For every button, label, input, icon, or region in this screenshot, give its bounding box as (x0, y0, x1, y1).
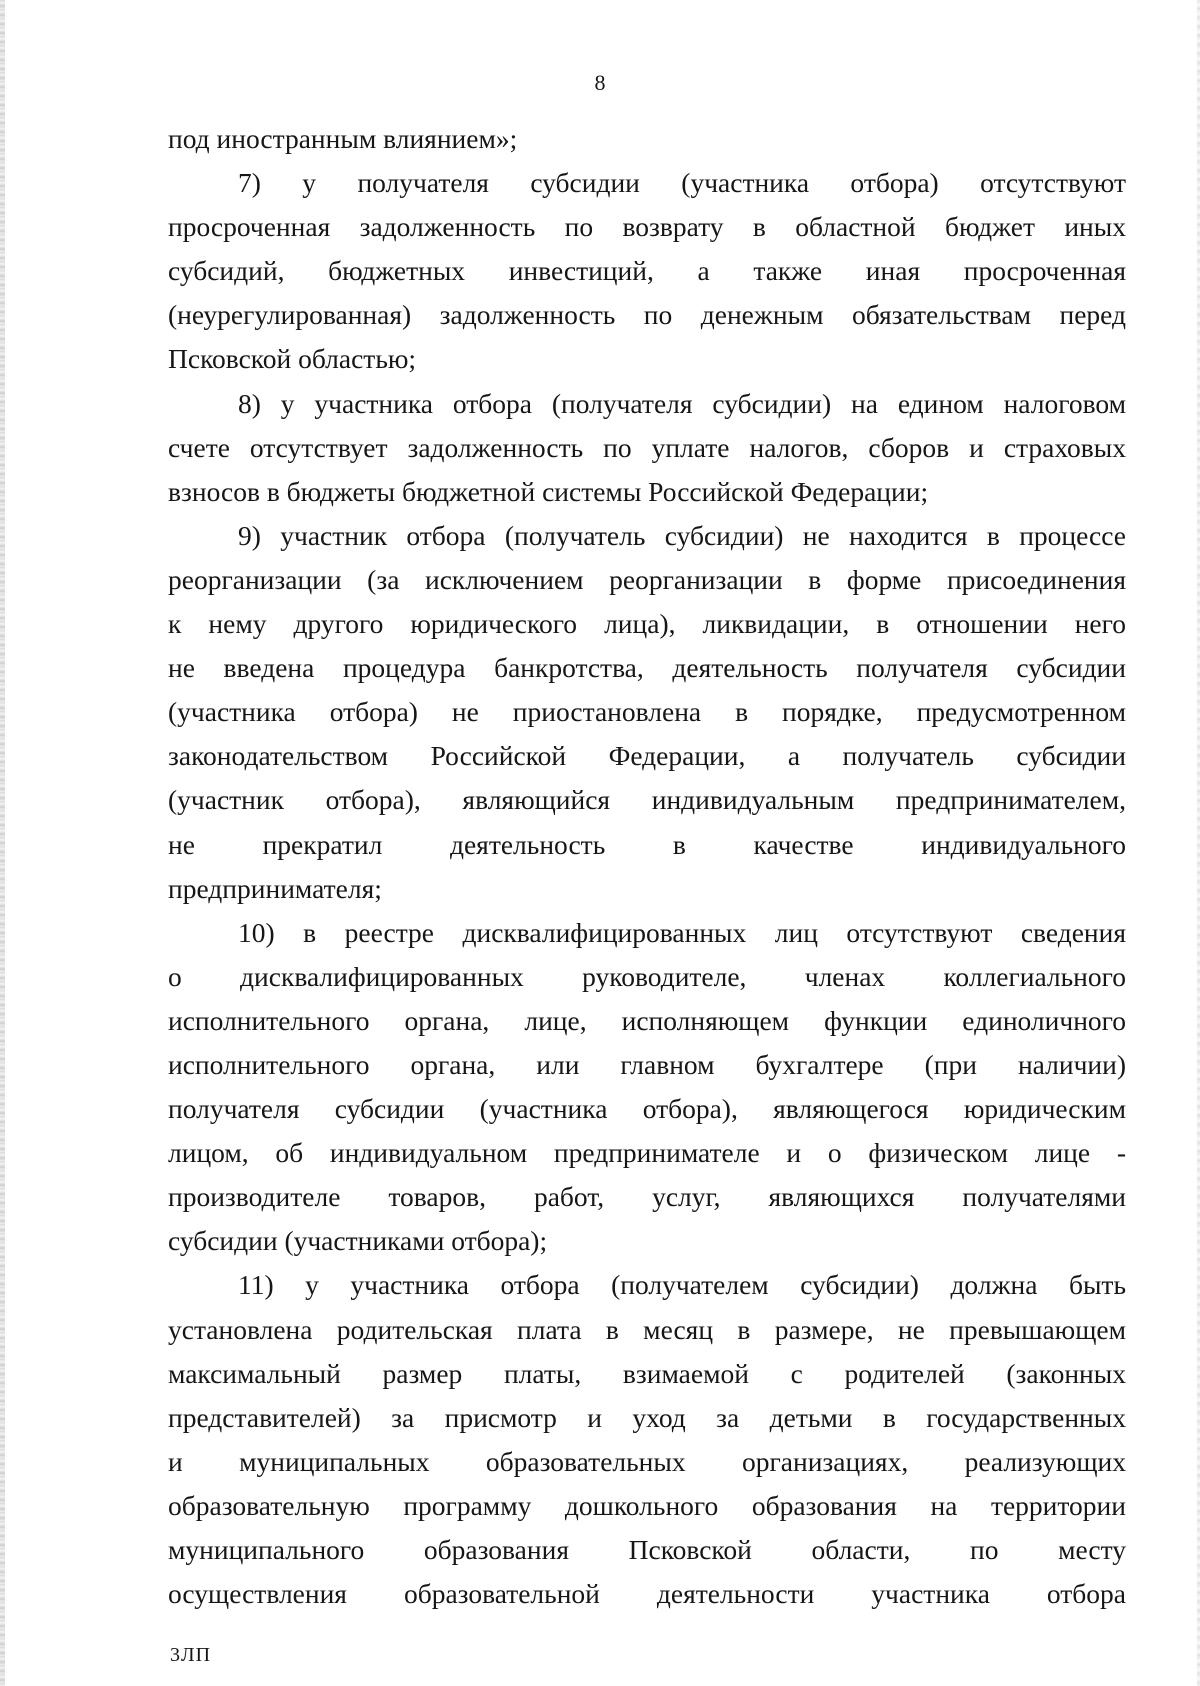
text-line: установлена родительская плата в месяц в размере, не превышающем (168, 1313, 1126, 1345)
document-body (168, 117, 1126, 1616)
text-line: 10) в реестре дисквалифицированных лиц отсутствуют сведения (238, 916, 1126, 948)
text-line: взносов в бюджеты бюджетной системы Российской Федерации; (168, 475, 929, 507)
text-line: и муниципальных образовательных организациях, реализующих (168, 1445, 1126, 1477)
text-line: просроченная задолженность по возврату в областной бюджет иных (168, 211, 1126, 243)
text-line: счете отсутствует задолженность по уплате налогов, сборов и страховых (168, 431, 1126, 463)
text-line: о дисквалифицированных руководителе, членах коллегиального (168, 960, 1126, 992)
text-line: предпринимателя; (168, 872, 382, 904)
text-line: исполнительного органа, лице, исполняющем функции единоличного (168, 1004, 1126, 1036)
text-line: под иностранным влиянием»; (168, 123, 518, 154)
text-line: 9) участник отбора (получатель субсидии) не находится в процессе (238, 519, 1126, 551)
text-line: 8) у участника отбора (получателя субсидии) на едином налоговом (238, 387, 1126, 419)
text-line: лицом, об индивидуальном предпринимателе и о физическом лице - (168, 1137, 1126, 1169)
text-line: (участника отбора) не приостановлена в порядке, предусмотренном (168, 696, 1126, 728)
text-line: образовательную программу дошкольного образования на территории (168, 1489, 1126, 1521)
text-line: реорганизации (за исключением реорганизации в форме присоединения (168, 563, 1126, 595)
text-line: к нему другого юридического лица), ликвидации, в отношении него (168, 608, 1126, 640)
text-line: производителе товаров, работ, услуг, являющихся получателями (168, 1181, 1126, 1213)
text-line: (участник отбора), являющийся индивидуальным предпринимателем, (168, 784, 1126, 816)
text-line: получателя субсидии (участника отбора), являющегося юридическим (168, 1093, 1126, 1125)
text-line: субсидий, бюджетных инвестиций, а также иная просроченная (168, 255, 1126, 287)
text-line: не прекратил деятельность в качестве индивидуального (168, 828, 1126, 860)
text-line: максимальный размер платы, взимаемой с родителей (законных (168, 1357, 1126, 1389)
text-line: законодательством Российской Федерации, а получатель субсидии (168, 740, 1126, 772)
text-line: осуществления образовательной деятельности участника отбора (168, 1578, 1126, 1610)
footer-code: 3ЛП (170, 1644, 212, 1666)
text-line: представителей) за присмотр и уход за детьми в государственных (168, 1401, 1126, 1433)
text-line: муниципального образования Псковской области, по месту (168, 1534, 1126, 1565)
text-line: Псковской областью; (168, 343, 417, 375)
text-line: 7) у получателя субсидии (участника отбора) отсутствуют (238, 167, 1126, 199)
text-line: 11) у участника отбора (получателем субсидии) должна быть (238, 1269, 1126, 1301)
text-line: субсидии (участниками отбора); (168, 1225, 548, 1257)
text-line: не введена процедура банкротства, деятельность получателя субсидии (168, 652, 1126, 684)
scan-edge-left (0, 0, 5, 1686)
text-line: (неурегулированная) задолженность по денежным обязательствам перед (168, 299, 1126, 331)
page-number: 8 (594, 70, 606, 95)
text-line: исполнительного органа, или главном бухгалтере (при наличии) (168, 1048, 1126, 1080)
